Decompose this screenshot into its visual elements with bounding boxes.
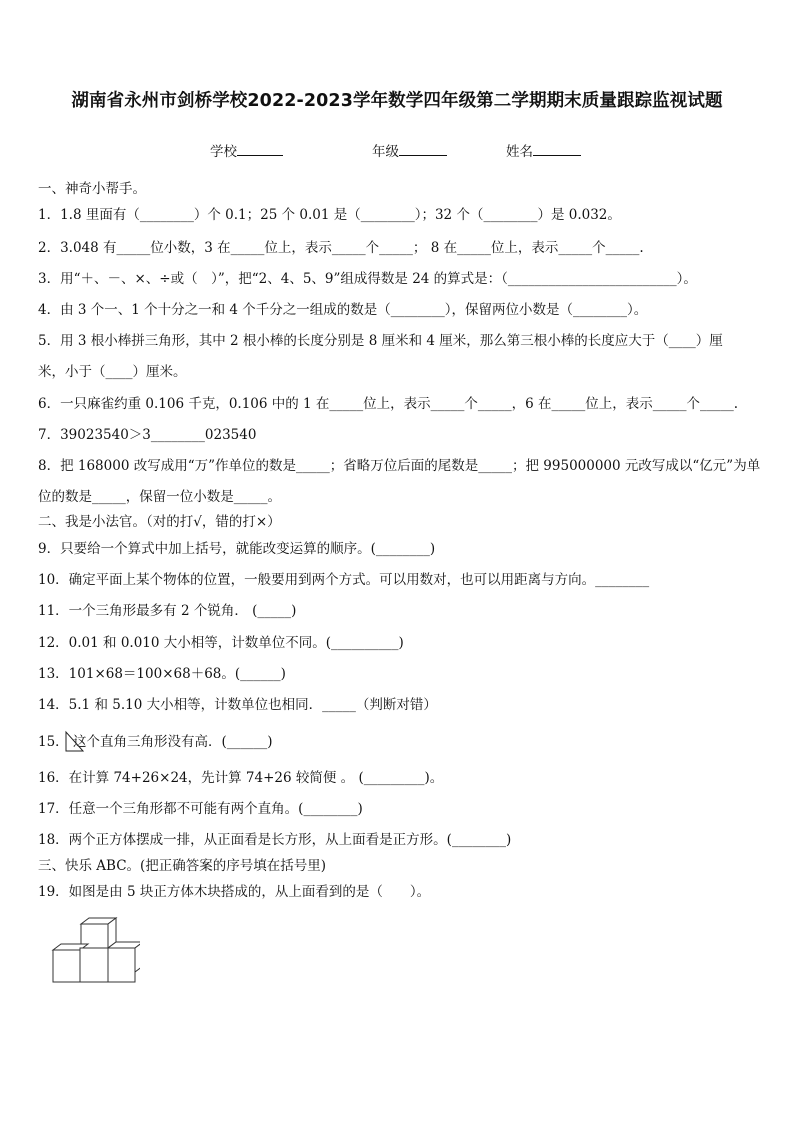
page-title: 湖南省永州市剑桥学校2022-2023学年数学四年级第二学期期末质量跟踪监视试题 xyxy=(71,91,723,111)
section-1-heading: 一、神奇小帮手。 xyxy=(38,181,146,197)
school-field[interactable] xyxy=(210,140,283,160)
grade-label: 年级 xyxy=(372,144,399,160)
name-field[interactable] xyxy=(506,140,581,160)
question-8: 8．把 168000 改写成用“万”作单位的数是_____；省略万位后面的尾数是_____；把 995000000 元改写成以“亿元”为单 xyxy=(38,458,761,474)
question-6: 6．一只麻雀约重 0.106 千克，0.106 中的 1 在_____位上，表示_____个_____，6 在_____位上，表示_____个_____. xyxy=(38,396,739,412)
question-16: 16．在计算 74+26×24，先计算 74+26 较简便 。 (_________)。 xyxy=(38,770,444,786)
question-5-cont: 米，小于（____）厘米。 xyxy=(38,364,187,380)
school-blank[interactable] xyxy=(237,142,283,156)
grade-blank[interactable] xyxy=(399,142,447,156)
section-2-heading: 二、我是小法官。（对的打√，错的打×） xyxy=(38,514,281,530)
question-17: 17．任意一个三角形都不可能有两个直角。(________) xyxy=(38,801,363,817)
question-14: 14．5.1 和 5.10 大小相等，计数单位也相同．_____（判断对错） xyxy=(38,697,437,713)
question-15: 15． 这个直角三角形没有高．(______) xyxy=(38,734,273,750)
question-13: 13．101×68＝100×68＋68。(______) xyxy=(38,666,286,682)
question-5: 5．用 3 根小棒拼三角形，其中 2 根小棒的长度分别是 8 厘米和 4 厘米，那么第三根小棒的长度应大于（____）厘 xyxy=(38,333,723,349)
question-2: 2．3.048 有_____位小数，3 在_____位上，表示_____个_____； 8 在_____位上，表示_____个_____. xyxy=(38,240,644,256)
question-18: 18．两个正方体摆成一排，从正面看是长方形，从上面看是正方形。(________) xyxy=(38,832,512,848)
question-19: 19．如图是由 5 块正方体木块搭成的，从上面看到的是（ ）。 xyxy=(38,884,431,900)
question-8-cont: 位的数是_____，保留一位小数是_____。 xyxy=(38,489,281,505)
question-7: 7．39023540＞3________023540 xyxy=(38,427,257,443)
question-4: 4．由 3 个一、1 个十分之一和 4 个千分之一组成的数是（________），保留两位小数是（________）。 xyxy=(38,302,648,318)
question-11: 11．一个三角形最多有 2 个锐角． (_____) xyxy=(38,603,297,619)
question-9: 9．只要给一个算式中加上括号，就能改变运算的顺序。(________) xyxy=(38,541,436,557)
cube-stack-figure xyxy=(44,916,140,986)
grade-field[interactable] xyxy=(372,140,447,160)
name-blank[interactable] xyxy=(533,142,581,156)
question-3: 3．用“＋、－、×、÷或（ ）”，把“2、4、5、9”组成得数是 24 的算式是：（_________________________）。 xyxy=(38,271,697,287)
section-3-heading: 三、快乐 ABC。(把正确答案的序号填在括号里) xyxy=(38,858,327,874)
school-label: 学校 xyxy=(210,144,237,160)
question-1: 1．1.8 里面有（________）个 0.1；25 个 0.01 是（________）；32 个（________）是 0.032。 xyxy=(38,207,621,223)
name-label: 姓名 xyxy=(506,144,533,160)
question-10: 10．确定平面上某个物体的位置，一般要用到两个方式。可以用数对，也可以用距离与方向。________ xyxy=(38,572,650,588)
right-triangle-figure xyxy=(64,730,86,754)
question-12: 12．0.01 和 0.010 大小相等，计数单位不同。(__________) xyxy=(38,635,404,651)
